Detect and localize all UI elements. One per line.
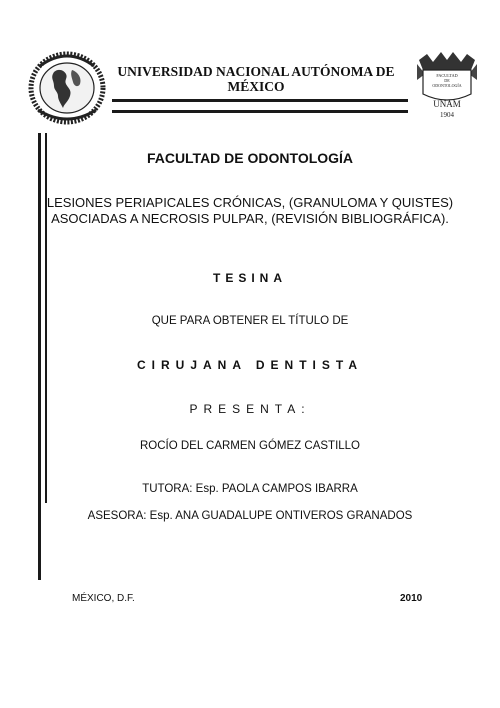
seal-line3: ODONTOLOGÍA (432, 83, 462, 88)
seal-line2: DE (444, 78, 450, 83)
document-type: TESINA (212, 271, 287, 285)
year: 2010 (400, 593, 423, 604)
header-rule-top (112, 99, 408, 102)
seal-unam: UNAM (433, 99, 461, 109)
header-rule-bottom (112, 110, 408, 113)
degree-title: CIRUJANA DENTISTA (136, 358, 363, 372)
tutor-name: TUTORA: Esp. PAOLA CAMPOS IBARRA (142, 483, 358, 495)
degree-purpose: QUE PARA OBTENER EL TÍTULO DE (151, 315, 349, 327)
author-name: ROCÍO DEL CARMEN GÓMEZ CASTILLO (139, 440, 361, 452)
unam-coat-of-arms-icon (28, 50, 106, 126)
seal-line1: FACULTAD (436, 73, 458, 78)
place: MÉXICO, D.F. (72, 593, 135, 604)
facultad-odontologia-seal-icon (413, 50, 481, 122)
thesis-topic: LESIONES PERIAPICALES CRÓNICAS, (GRANULOMA Y QUISTES) ASOCIADAS A NECROSIS PULPAR, (REVISIÓN BIBLIOGRÁFICA). (46, 195, 454, 226)
advisor-name: ASESORA: Esp. ANA GUADALUPE ONTIVEROS GRANADOS (87, 510, 413, 522)
university-name: UNIVERSIDAD NACIONAL AUTÓNOMA DE MÉXICO (117, 64, 395, 94)
presents-label: PRESENTA: (189, 402, 311, 416)
faculty-name: FACULTAD DE ODONTOLOGÍA (146, 150, 354, 166)
seal-year: 1904 (440, 111, 454, 119)
